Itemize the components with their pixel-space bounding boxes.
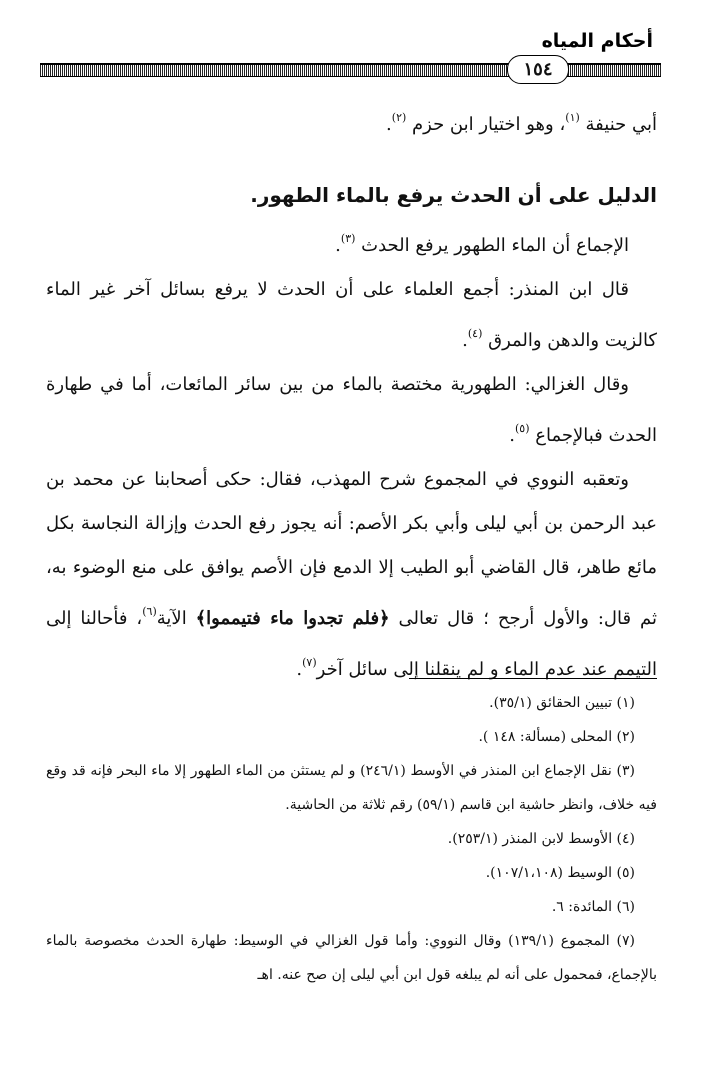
page-number: ١٥٤ (507, 55, 569, 84)
section-heading: الدليل على أن الحدث يرفع بالماء الطهور. (250, 183, 657, 207)
text-run: . (509, 425, 515, 446)
footnote-7: (٧) المجموع (١٣٩/١) وقال النووي: وأما قول الغزالي في الوسيط: طهارة الحدث مخصوصة بالماء بالإجماع، فمحمول على أنه لم يبلغه قول ابن أبي ليلى إن صح عنه. اهـ (46, 933, 657, 983)
paragraph-ibn-al-mundhir (46, 268, 657, 363)
text-run: أبي حنيفة (579, 114, 657, 135)
footnote-ref: (٣) (340, 232, 356, 245)
footnote-2: (٢) المحلى (مسألة: ١٤٨ ). (478, 729, 635, 745)
text-run: . (462, 330, 468, 351)
text-run: الإجماع أن الماء الطهور يرفع الحدث (355, 235, 629, 256)
text-run: قال ابن المنذر: أجمع العلماء على أن الحدث لا يرفع بسائل آخر غير الماء كالزيت والدهن والمرق (46, 279, 657, 351)
footnote-ref: (٥) (514, 422, 530, 435)
text-run: . (335, 235, 341, 256)
footnote-1: (١) تبيين الحقائق (٣٥/١). (489, 695, 635, 711)
quran-quote: ﴿فلم تجدوا ماء فتيمموا﴾ (195, 608, 390, 629)
paragraph-ijma (46, 217, 657, 268)
footnote-separator (409, 678, 657, 679)
footnote-ref: (٢) (391, 111, 407, 124)
footnote-3: (٣) نقل الإجماع ابن المنذر في الأوسط (٢٤٦/١) و لم يستثن من الماء الطهور إلا ماء البحر فإنه قد وقع فيه خلاف، وانظر حاشية ابن قاسم (٥٩/١) رقم ثلاثة من الحاشية. (46, 763, 657, 813)
footnote-ref: (٤) (467, 327, 483, 340)
paragraph-ghazali (46, 363, 657, 458)
text-run: . (386, 114, 392, 135)
footnotes (46, 686, 657, 992)
text-run: الآية (156, 608, 196, 629)
footnote-ref: (٧) (302, 656, 317, 669)
text-run: وتعقبه النووي في المجموع شرح المهذب، فقال: حكى أصحابنا عن محمد بن عبد الرحمن بن أبي ليلى وأبي بكر الأصم: أنه يجوز رفع الحدث وإزالة النجاسة بكل مائع طاهر، قال القاضي أبو الطيب إلا الدمع فإن الأصم يوافق على منع الوضوء به، ثم قال: والأول أرجح ؛ قال تعالى (46, 469, 658, 629)
text-run: . (296, 659, 303, 680)
footnote-ref: (١) (565, 111, 580, 124)
footnote-5: (٥) الوسيط (١٠٧/١،١٠٨). (485, 865, 635, 881)
running-title: أحكام المياه (541, 30, 653, 52)
footnote-6: (٦) المائدة: ٦. (551, 899, 635, 915)
text-run: ، فأحالنا إلى التيمم عند عدم الماء و لم ينقلنا إلى سائل آخر (46, 608, 657, 680)
text-run: ، وهو اختيار ابن حزم (406, 114, 566, 135)
text-run: وقال الغزالي: الطهورية مختصة بالماء من بين سائر المائعات، أما في طهارة الحدث فبالإجماع (46, 374, 657, 446)
footnote-4: (٤) الأوسط لابن المنذر (٢٥٣/١). (447, 831, 635, 847)
paragraph-continuation (46, 96, 657, 147)
paragraph-nawawi (46, 458, 657, 692)
footnote-ref: (٦) (142, 605, 157, 618)
main-text (46, 96, 657, 692)
